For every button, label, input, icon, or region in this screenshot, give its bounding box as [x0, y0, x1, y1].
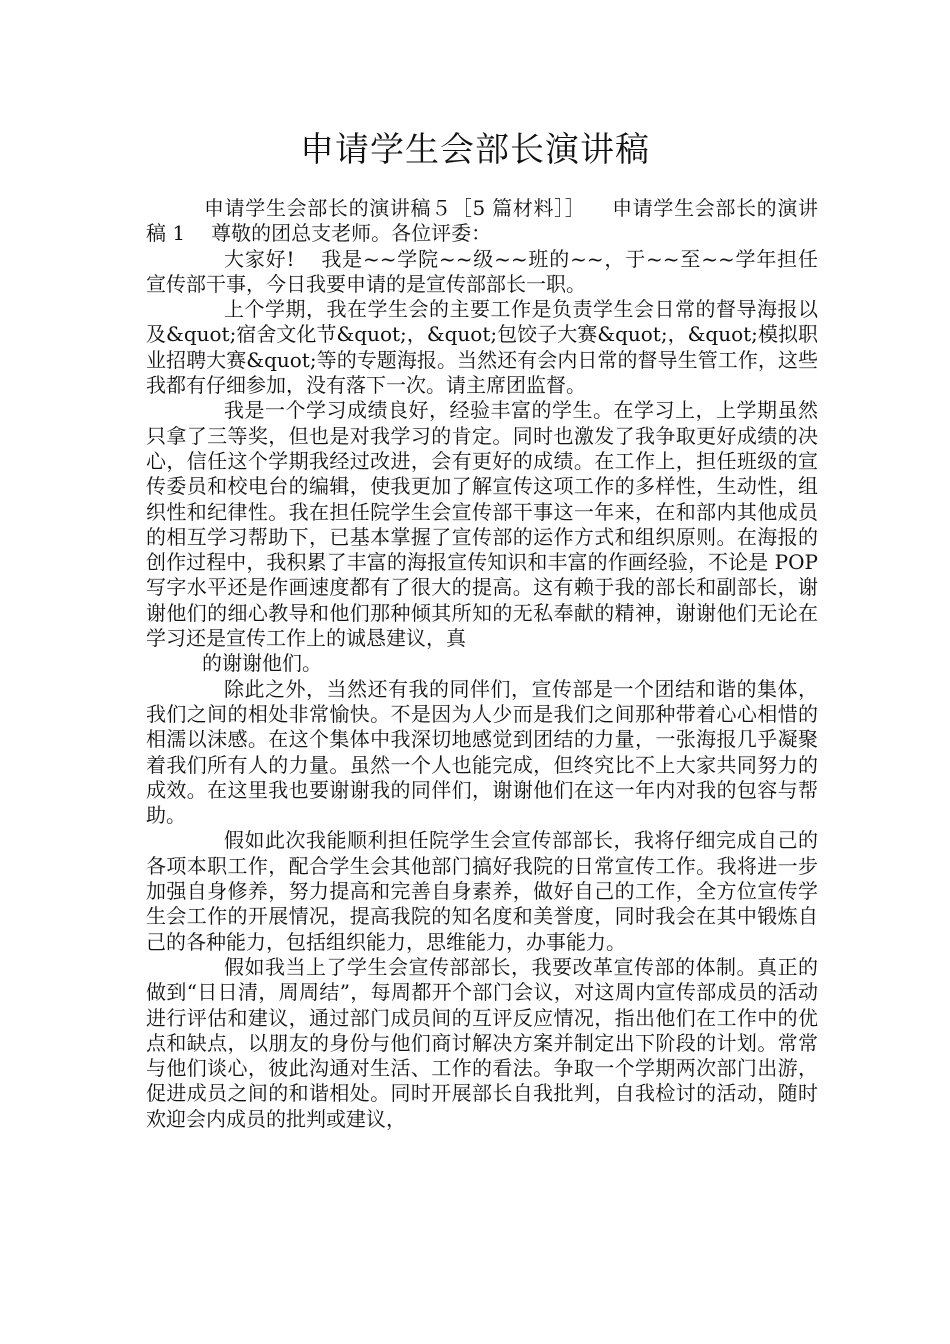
document-title: 申请学生会部长演讲稿	[300, 130, 650, 170]
speech-label: 申请学生会部长的演讲稿 1	[146, 196, 818, 246]
self-introduction: 我是~~学院~~级~~班的~~，于~~至~~学年担任宣传部干事，今日我要申请的是宣传部部长一职。	[146, 246, 818, 296]
greeting: 大家好!	[224, 246, 295, 271]
intro-heading: 申请学生会部长的演讲稿５［5 篇材料］］	[204, 196, 586, 220]
paragraph: 除此之外，当然还有我的同伴们，宣传部是一个团结和谐的集体，我们之间的相处非常愉快。不是因为人少而是我们之间那种带着心心相惜的相濡以沫感。在这个集体中我深切地感觉到团结的力量，一张海报几乎凝聚着我们所有人的力量。虽然一个人也能完成，但终究比不上大家共同努力的成效。在这里我也要谢谢我的同伴们，谢谢他们在这一年内对我的包容与帮助。	[146, 676, 818, 828]
intro-paragraph	[146, 196, 818, 247]
paragraph: 假如我当上了学生会宣传部部长，我要改革宣传部的体制。真正的做到“日日清，周周结”，每周都开个部门会议，对这周内宣传部成员的活动进行评估和建议，通过部门成员间的互评反应情况，指出他们在工作中的优点和缺点，以朋友的身份与他们商讨解决方案并制定出下阶段的计划。常常与他们谈心，彼此沟通对生活、工作的看法。争取一个学期两次部门出游，促进成员之间的和谐相处。同时开展部长自我批判，自我检讨的活动，随时欢迎会内成员的批判或建议，	[146, 954, 818, 1131]
paragraph-continuation: 的谢谢他们。	[202, 651, 322, 676]
document-body	[146, 196, 818, 1132]
salutation: 尊敬的团总支老师。各位评委：	[211, 221, 492, 246]
paragraph: 我是一个学习成绩良好，经验丰富的学生。在学习上，上学期虽然只拿了三等奖，但也是对我学习的肯定。同时也激发了我争取更好成绩的决心，信任这个学期我经过改进，会有更好的成绩。在工作上，担任班级的宣传委员和校电台的编辑，使我更加了解宣传这项工作的多样性，生动性，组织性和纪律性。我在担任院学生会宣传部干事这一年来，在和部内其他成员的相互学习帮助下，已基本掌握了宣传部的运作方式和组织原则。在海报的创作过程中，我积累了丰富的海报宣传知识和丰富的作画经验，不论是 POP 写字水平还是作画速度都有了很大的提高。这有赖于我的部长和副部长，谢谢他们的细心教导和他们那种倾其所知的无私奉献的精神，谢谢他们无论在学习还是宣传工作上的诚恳建议，真	[146, 398, 818, 651]
paragraph: 假如此次我能顺利担任院学生会宣传部部长，我将仔细完成自己的各项本职工作，配合学生会其他部门搞好我院的日常宣传工作。我将进一步加强自身修养，努力提高和完善自身素养，做好自己的工作，全方位宣传学生会工作的开展情况，提高我院的知名度和美誉度，同时我会在其中锻炼自己的各种能力，包括组织能力，思维能力，办事能力。	[146, 828, 818, 954]
greeting-paragraph	[146, 247, 818, 298]
paragraph: 上个学期，我在学生会的主要工作是负责学生会日常的督导海报以及&quot;宿舍文化节&quot;，&quot;包饺子大赛&quot;，&quot;模拟职业招聘大赛&quot;等的专题海报。当然还有会内日常的督导生管工作，这些我都有仔细参加，没有落下一次。请主席团监督。	[146, 297, 818, 398]
